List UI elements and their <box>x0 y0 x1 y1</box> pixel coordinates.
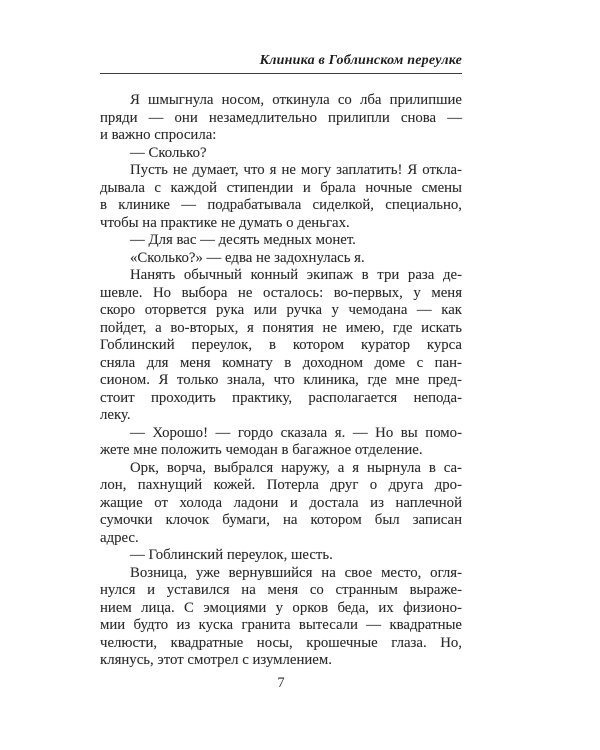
text-line: — Сколько? <box>130 144 207 161</box>
text-line: сняла для меня комнату в доходном доме с пан- <box>100 354 462 371</box>
text-line: скоро оторвется рука или ручка у чемодана — как <box>100 302 462 318</box>
text-line: пойдет, а во-вторых, я понятия не имею, где искать <box>100 319 462 336</box>
text-line: нием лица. С эмоциями у орков беда, их физионо- <box>100 599 462 616</box>
text-line: челюсти, квадратные носы, крошечные глаза. Но, <box>100 634 462 651</box>
text-line: дывала с каждой стипендии и брала ночные смены <box>100 179 462 196</box>
text-line: и важно спросила: <box>100 127 217 143</box>
text-line: стоит проходить практику, располагается непода- <box>100 389 462 406</box>
text-line: — Для вас — десять медных монет. <box>130 232 356 248</box>
page-body-text <box>100 92 462 670</box>
text-line: сионом. Я только знала, что клиника, где мне пред- <box>100 372 462 388</box>
text-line: «Сколько?» — едва не задохнулась я. <box>130 249 365 266</box>
text-line: Я шмыгнула носом, откинула со лба прилипшие <box>130 92 462 108</box>
text-line: шевле. Но выбора не осталось: во-первых, у меня <box>100 284 462 301</box>
text-line: пряди — они незамедлительно прилипли снова — <box>100 109 462 126</box>
text-line: Нанять обычный конный экипаж в три раза де- <box>130 267 462 283</box>
text-line: Пусть не думает, что я не могу заплатить! Я откла- <box>130 162 462 178</box>
text-line: жащие от холода ладони и достала из наплечной <box>100 494 462 511</box>
header-rule <box>100 73 462 74</box>
text-line: — Гоблинский переулок, шесть. <box>130 547 333 563</box>
text-line: адрес. <box>100 529 139 546</box>
running-header: Клиника в Гоблинском переулке <box>259 53 462 68</box>
text-line: мии будто из куска гранита вытесали — квадратные <box>100 617 462 633</box>
text-line: в клинике — подрабатывала сиделкой, специально, <box>100 197 462 213</box>
text-line: Гоблинский переулок, в котором куратор курса <box>100 337 462 353</box>
text-line: сумочки клочок бумаги, на котором был записан <box>100 512 462 528</box>
text-line: лон, пахнущий кожей. Потерла друг о друга дро- <box>100 477 462 493</box>
text-line: нулся и уставился на меня со странным выраже- <box>100 582 462 598</box>
text-line: Орк, ворча, выбрался наружу, а я нырнула в са- <box>130 459 462 476</box>
text-line: — Хорошо! — гордо сказала я. — Но вы помо- <box>130 424 462 441</box>
text-line: жете мне положить чемодан в багажное отделение. <box>100 442 423 458</box>
text-line: клянусь, этот смотрел с изумлением. <box>100 652 332 668</box>
page-number: 7 <box>277 675 285 691</box>
text-line: леку. <box>100 407 131 423</box>
text-line: Возница, уже вернувшийся на свое место, огля- <box>130 564 462 581</box>
text-line: чтобы на практике не думать о деньгах. <box>100 214 350 231</box>
